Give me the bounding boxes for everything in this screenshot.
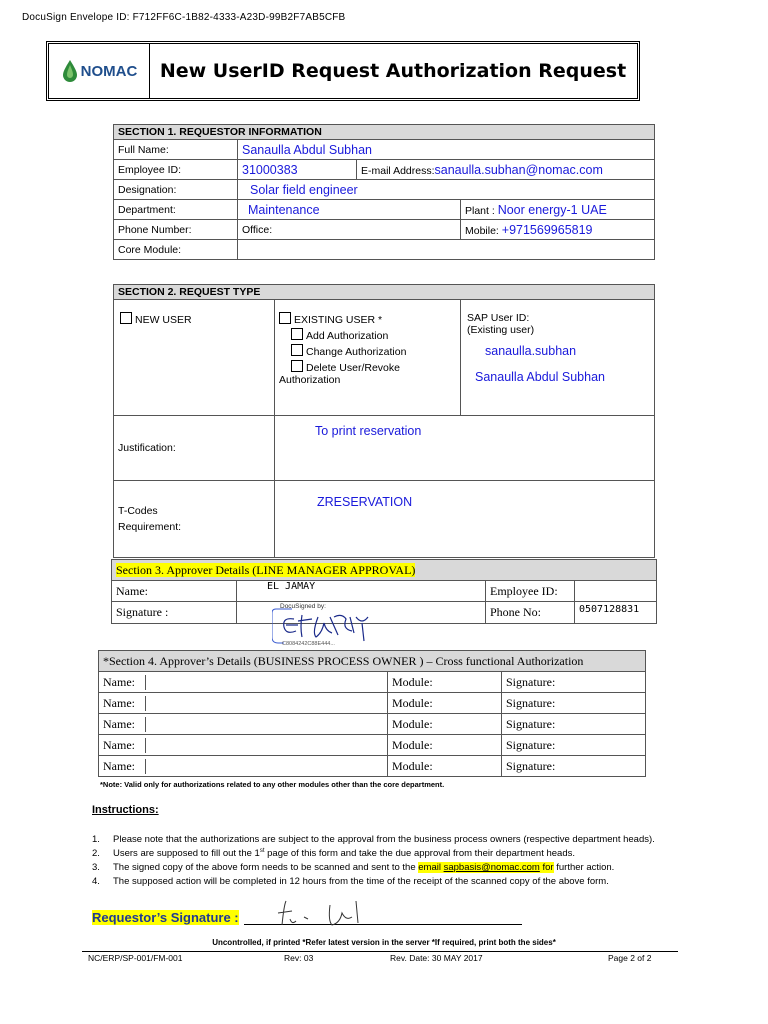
- list-item: 3. The signed copy of the above form needs to be scanned and sent to the email sapbasis@nomac.com for further action.: [92, 862, 615, 873]
- change-auth-label: Change Authorization: [306, 346, 407, 358]
- approver-employee-id-value[interactable]: [575, 581, 657, 602]
- bpo-module-label: Module:: [388, 714, 502, 735]
- list-item: 2. Users are supposed to fill out the 1st page of this form and take the due approval from their department heads.: [92, 848, 576, 860]
- docusign-stamp: [272, 603, 392, 649]
- plant-value[interactable]: Noor energy-1 UAE: [497, 202, 607, 217]
- add-auth-checkbox[interactable]: [291, 328, 303, 340]
- sapbasis-email-link[interactable]: sapbasis@nomac.com: [443, 862, 540, 873]
- phone-label: Phone Number:: [114, 220, 238, 240]
- mobile-label: Mobile:: [465, 224, 499, 237]
- bpo-module-label: Module:: [388, 693, 502, 714]
- requestor-signature-label: Requestor’s Signature :: [92, 910, 239, 925]
- approver-name-value[interactable]: EL JAMAY: [237, 581, 486, 602]
- designation-value[interactable]: Solar field engineer: [238, 180, 655, 200]
- tcodes-label-1: T-Codes: [118, 505, 158, 517]
- section4-heading: *Section 4. Approver’s Details (BUSINESS PROCESS OWNER ) – Cross functional Authorization: [99, 651, 646, 672]
- approver-phone-label: Phone No:: [486, 602, 575, 624]
- email-value[interactable]: sanaulla.subhan@nomac.com: [434, 162, 603, 177]
- table-row: [99, 693, 646, 714]
- plant-label: Plant :: [465, 204, 495, 217]
- justification-value[interactable]: To print reservation: [275, 416, 655, 481]
- section1-heading: SECTION 1. REQUESTOR INFORMATION: [114, 125, 655, 140]
- signature-code: C8084242C88E444...: [282, 641, 335, 647]
- bpo-signature-label: Signature:: [502, 714, 646, 735]
- bpo-name-label: Name:: [99, 696, 146, 711]
- email-label: E-mail Address:: [361, 164, 435, 177]
- employee-id-value[interactable]: 31000383: [238, 160, 357, 180]
- justification-label: Justification:: [114, 416, 275, 481]
- footer-doc-no: NC/ERP/SP-001/FM-001: [88, 953, 183, 963]
- requestor-signature-scribble-icon: [270, 895, 380, 935]
- section2-table: [113, 284, 655, 558]
- drop-logo-icon: [61, 59, 79, 83]
- designation-label: Designation:: [114, 180, 238, 200]
- footer-page: Page 2 of 2: [608, 953, 652, 963]
- department-label: Department:: [114, 200, 238, 220]
- core-module-label: Core Module:: [114, 240, 238, 260]
- tcodes-label-2: Requirement:: [118, 521, 182, 533]
- approver-signature-label: Signature :: [112, 602, 237, 624]
- instructions-heading: Instructions:: [92, 804, 159, 816]
- delete-user-label: Delete User/Revoke: [306, 362, 400, 374]
- approver-phone-value[interactable]: 0507128831: [575, 602, 657, 624]
- list-item: 4. The supposed action will be completed in 12 hours from the time of the receipt of the scanned copy of the above form.: [92, 876, 609, 887]
- logo: [49, 44, 150, 98]
- existing-user-note: (Existing user): [467, 324, 535, 336]
- footer-rev-date: Rev. Date: 30 MAY 2017: [390, 953, 483, 963]
- full-name-label: Full Name:: [114, 140, 238, 160]
- full-name-value[interactable]: Sanaulla Abdul Subhan: [238, 140, 655, 160]
- authorization-label: Authorization: [279, 374, 341, 386]
- tcodes-value[interactable]: ZRESERVATION: [275, 481, 655, 558]
- docusigned-by: DocuSigned by:: [280, 603, 326, 610]
- bpo-module-label: Module:: [388, 756, 502, 777]
- list-item: 1. Please note that the authorizations are subject to the approval from the business process owners (respective department heads).: [92, 834, 655, 845]
- bpo-signature-label: Signature:: [502, 693, 646, 714]
- core-module-value[interactable]: [238, 240, 655, 260]
- change-auth-checkbox[interactable]: [291, 344, 303, 356]
- sap-user-id-value[interactable]: sanaulla.subhan: [485, 344, 577, 358]
- section4-note: *Note: Valid only for authorizations related to any other modules other than the core department.: [100, 780, 445, 789]
- department-value[interactable]: Maintenance: [238, 200, 461, 220]
- mobile-value[interactable]: +971569965819: [501, 222, 593, 237]
- section4-table: [98, 650, 646, 777]
- bpo-name-label: Name:: [99, 759, 146, 774]
- office-label: Office:: [238, 220, 461, 240]
- logo-text: NOMAC: [80, 62, 138, 80]
- table-row: [99, 714, 646, 735]
- form-title: New UserID Request Authorization Request: [159, 60, 627, 82]
- new-user-checkbox[interactable]: [120, 312, 132, 324]
- bpo-module-label: Module:: [388, 735, 502, 756]
- instructions-list: [92, 834, 752, 890]
- approver-employee-id-label: Employee ID:: [486, 581, 575, 602]
- delete-user-checkbox[interactable]: [291, 360, 303, 372]
- bpo-name-label: Name:: [99, 717, 146, 732]
- new-user-label: NEW USER: [135, 314, 192, 326]
- bpo-module-label: Module:: [388, 672, 502, 693]
- bpo-signature-label: Signature:: [502, 756, 646, 777]
- bpo-signature-label: Signature:: [502, 735, 646, 756]
- footer-divider: [82, 951, 678, 952]
- add-auth-label: Add Authorization: [306, 330, 389, 342]
- sap-user-name-value[interactable]: Sanaulla Abdul Subhan: [475, 370, 605, 384]
- envelope-id: DocuSign Envelope ID: F712FF6C-1B82-4333-A23D-99B2F7AB5CFB: [22, 12, 346, 23]
- approver-name-label: Name:: [112, 581, 237, 602]
- table-row: [99, 735, 646, 756]
- footer-rev: Rev: 03: [284, 953, 314, 963]
- sap-user-id-label: SAP User ID:: [467, 312, 530, 324]
- section1-table: [113, 124, 655, 260]
- table-row: [99, 672, 646, 693]
- form-header: [48, 43, 638, 99]
- existing-user-checkbox[interactable]: [279, 312, 291, 324]
- bpo-signature-label: Signature:: [502, 672, 646, 693]
- section3-heading: Section 3. Approver Details (LINE MANAGER APPROVAL): [116, 562, 416, 577]
- table-row: [99, 756, 646, 777]
- existing-user-label: EXISTING USER *: [294, 314, 383, 326]
- bpo-name-label: Name:: [99, 738, 146, 753]
- section2-heading: SECTION 2. REQUEST TYPE: [114, 285, 655, 300]
- employee-id-label: Employee ID:: [114, 160, 238, 180]
- uncontrolled-note: Uncontrolled, if printed *Refer latest version in the server *If required, print both the sides*: [212, 938, 556, 947]
- bpo-name-label: Name:: [99, 675, 146, 690]
